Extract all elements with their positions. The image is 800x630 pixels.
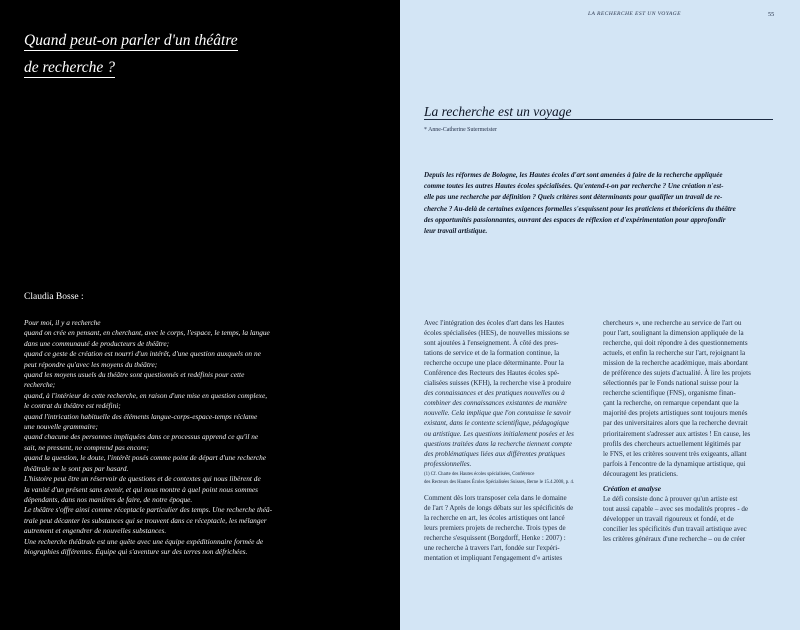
quote-line: des problématiques liées aux différentes pratiques <box>424 449 565 458</box>
body-line: chercheurs », une recherche au service de l'art ou <box>603 319 742 327</box>
body-line: découragent les praticiens. <box>603 469 678 478</box>
abstract-line: leur travail artistique. <box>424 227 488 236</box>
body-line: actuels, et enfin la recherche sur l'art, rejoignant la <box>603 349 746 358</box>
poem-line: quand les moyens usuels du théâtre sont questionnés et redéfinis pour cette <box>24 370 245 380</box>
body-line: profils des chercheurs actuellement légitimés par <box>603 439 741 448</box>
poem-line: Une recherche théâtrale est une quête avec une équipe expéditionnaire formée de <box>24 536 264 546</box>
poem-line: L'histoire peut être un réservoir de questions et de contextes qui nous libèrent de <box>24 474 261 484</box>
body-line: recherche scientifique (FNS), organisme finan- <box>603 389 736 398</box>
poem-line: une nouvelle grammaire; <box>24 422 98 432</box>
body-line: par des universitaires alors que la recherche devrait <box>603 419 748 428</box>
article-title: La recherche est un voyage <box>424 104 572 119</box>
abstract-line: Depuis les réformes de Bologne, les Hautes écoles d'art sont amenées à faire de la recherche appliquée <box>424 171 723 179</box>
body-line: recherche, qui doit répondre à des questionnements <box>603 339 748 348</box>
body-line: tations de service et de la formation continue, la <box>424 349 560 358</box>
poem-line: recherche; <box>24 380 56 390</box>
quote-line: existant, dans le contexte scientifique, pédagogique <box>424 419 570 428</box>
body-line: une recherche à travers l'art, fondée sur l'expéri- <box>424 543 560 552</box>
body-line: le FNS, et les critères souvent très exigeants, allant <box>603 449 747 458</box>
poem-line: sait, ne pressent, ne comprend pas encore; <box>24 442 149 452</box>
body-line: écoles spécialisées (HES), de nouvelles missions se <box>424 329 570 338</box>
body-line: les critères généraux d'une recherche – ou de créer <box>603 534 746 543</box>
running-head: LA RECHERCHE EST UN VOYAGE <box>588 11 681 17</box>
body-line: recherche s'esquissent (Borgdorff, Henke : 2007) : <box>424 533 566 542</box>
abstract-line: des opportunités passionnantes, ouvrant des espaces de réflexion et d'expérimentation pour approfondir <box>424 215 726 224</box>
left-page-title <box>24 27 364 81</box>
speaker-name: Claudia Bosse : <box>24 292 84 302</box>
body-line: Comment dès lors transposer cela dans le domaine <box>424 493 567 502</box>
quote-line: des connaissances et des pratiques nouvelles ou à <box>424 389 565 398</box>
body-line: tout aussi capable – avec ses modalités propres - de <box>603 504 749 513</box>
poem-line: peut répondre qu'avec les moyens du théâtre; <box>24 359 158 369</box>
abstract <box>424 170 772 237</box>
title-line <box>24 54 364 81</box>
body-line: prioritairement s'adresser aux artistes ! En cause, les <box>603 429 751 438</box>
poem-line: quand, à l'intérieur de cette recherche, en raison d'une mise en question complexe, <box>24 390 268 400</box>
poem-line: le contrat du théâtre est redéfini; <box>24 401 121 411</box>
body-line: cialisées suisses (KFH), la recherche vise à produire <box>424 379 572 388</box>
title-line <box>24 27 364 54</box>
poem-line: dépendants, dans nos manières de faire, de notre époque. <box>24 494 193 504</box>
body-line: de l'art ? Après de longs débats sur les spécificités de <box>424 503 574 512</box>
poem-text <box>24 318 286 557</box>
poem-line: trale peut décanter les substances qui se trouvent dans ce réceptacle, les mélanger <box>24 515 267 525</box>
abstract-line: elle pas une recherche par définition ? Quels critères sont déterminants pour qualifier un travail de re- <box>424 193 723 202</box>
poem-line: la vanité d'un présent sans avenir, et qui nous montre à quel point nous sommes <box>24 484 259 494</box>
poem-line: dans une communauté de producteurs de théâtre; <box>24 338 170 348</box>
poem-line: Pour moi, il y a recherche <box>24 318 101 327</box>
body-line: majorité des projets artistiques sont toujours menés <box>603 409 748 418</box>
title-line-text: de recherche ? <box>24 59 115 76</box>
title-divider <box>424 119 773 120</box>
poem-line: biographies différentes. Équipe qui s'aventure sur des terres non défrichées. <box>24 546 248 556</box>
body-line: parfois à l'encontre de la dynamique artistique, qui <box>603 459 746 468</box>
page-number: 55 <box>768 11 775 18</box>
body-line: développer un travail rigoureux et fondé, et de <box>603 514 734 523</box>
poem-line: quand ce geste de création est nourri d'un intérêt, d'une question auxquels on ne <box>24 349 261 359</box>
right-page <box>400 0 800 630</box>
title-line-text: Quand peut-on parler d'un théâtre <box>24 32 238 49</box>
abstract-line: cherche ? Au-delà de certaines exigences formelles s'esquissent pour les praticiens et théoriciens du théâtre <box>424 204 736 213</box>
body-line: Avec l'intégration des écoles d'art dans les Hautes <box>424 319 564 327</box>
footnote-line: (1) Cf. Charte des Hautes écoles spécialisées, Conférence <box>424 471 535 477</box>
poem-line: autrement et engendrer de nouvelles substances. <box>24 526 167 536</box>
body-line: leurs premiers projets de recherche. Trois types de <box>424 523 566 532</box>
quote-line: ou artistique. Les questions initialement posées et les <box>424 429 574 438</box>
body-line: la recherche en art, les écoles artistiques ont lancé <box>424 513 565 522</box>
body-line: concilier les spécificités d'un travail artistique avec <box>603 524 747 533</box>
body-line: mission de la recherche académique, mais abordant <box>603 359 748 368</box>
body-line: sont ajoutées à l'enseignement. À côté des pres- <box>424 339 559 348</box>
quote-line: questions traitées dans la recherche tiennent compte <box>424 439 572 448</box>
body-column-right <box>603 318 775 544</box>
quote-line: nouvelle. Cela implique que l'on connaisse le savoir <box>424 409 572 418</box>
quote-line: combiner des connaissances existantes de manière <box>424 399 567 408</box>
author-line: * Anne-Catherine Sutermeister <box>424 127 497 133</box>
body-line: Conférence des Recteurs des Hautes écoles spé- <box>424 369 560 378</box>
body-line: de préférence des sujets d'actualité. À lire les projets <box>603 369 751 378</box>
body-line: Le défi consiste donc à prouver qu'un artiste est <box>603 494 738 503</box>
poem-line: quand on crée en pensant, en cherchant, avec le corps, l'espace, le temps, la langue <box>24 328 270 338</box>
body-line: recherche occupe une place déterminante. Pour la <box>424 359 564 368</box>
abstract-line: comme toutes les autres Hautes écoles spécialisées. Qu'entend-t-on par recherche ? Une création n'est- <box>424 182 724 191</box>
body-line: pour l'art, soulignant la dimension appliquée de la <box>603 329 744 338</box>
body-column-left <box>424 318 596 563</box>
footnote-line: des Recteurs des Hautes Écoles Spécialisées Suisses, Berne le 15.4.2008, p. 4. <box>424 479 575 485</box>
body-line: çant la recherche, on remarque cependant que la <box>603 399 739 408</box>
quote-line: professionnelles. <box>424 459 472 468</box>
poem-line: quand l'intrication habituelle des éléments langue-corps-espace-temps réclame <box>24 411 258 421</box>
poem-line: quand chacune des personnes impliquées dans ce processus apprend ce qu'il ne <box>24 432 259 442</box>
poem-line: théâtrale ne le sont pas par hasard. <box>24 463 129 473</box>
poem-line: Le théâtre s'offre ainsi comme réceptacle particulier des temps. Une recherche théâ- <box>24 505 273 515</box>
section-subheading: Création et analyse <box>603 483 661 493</box>
body-line: sélectionnés par le Fonds national suisse pour la <box>603 379 739 388</box>
body-line: mentation et impliquant l'engagement d'« artistes <box>424 553 563 562</box>
poem-line: quand la question, le doute, l'intérêt posés comme point de départ d'une recherche <box>24 453 267 463</box>
